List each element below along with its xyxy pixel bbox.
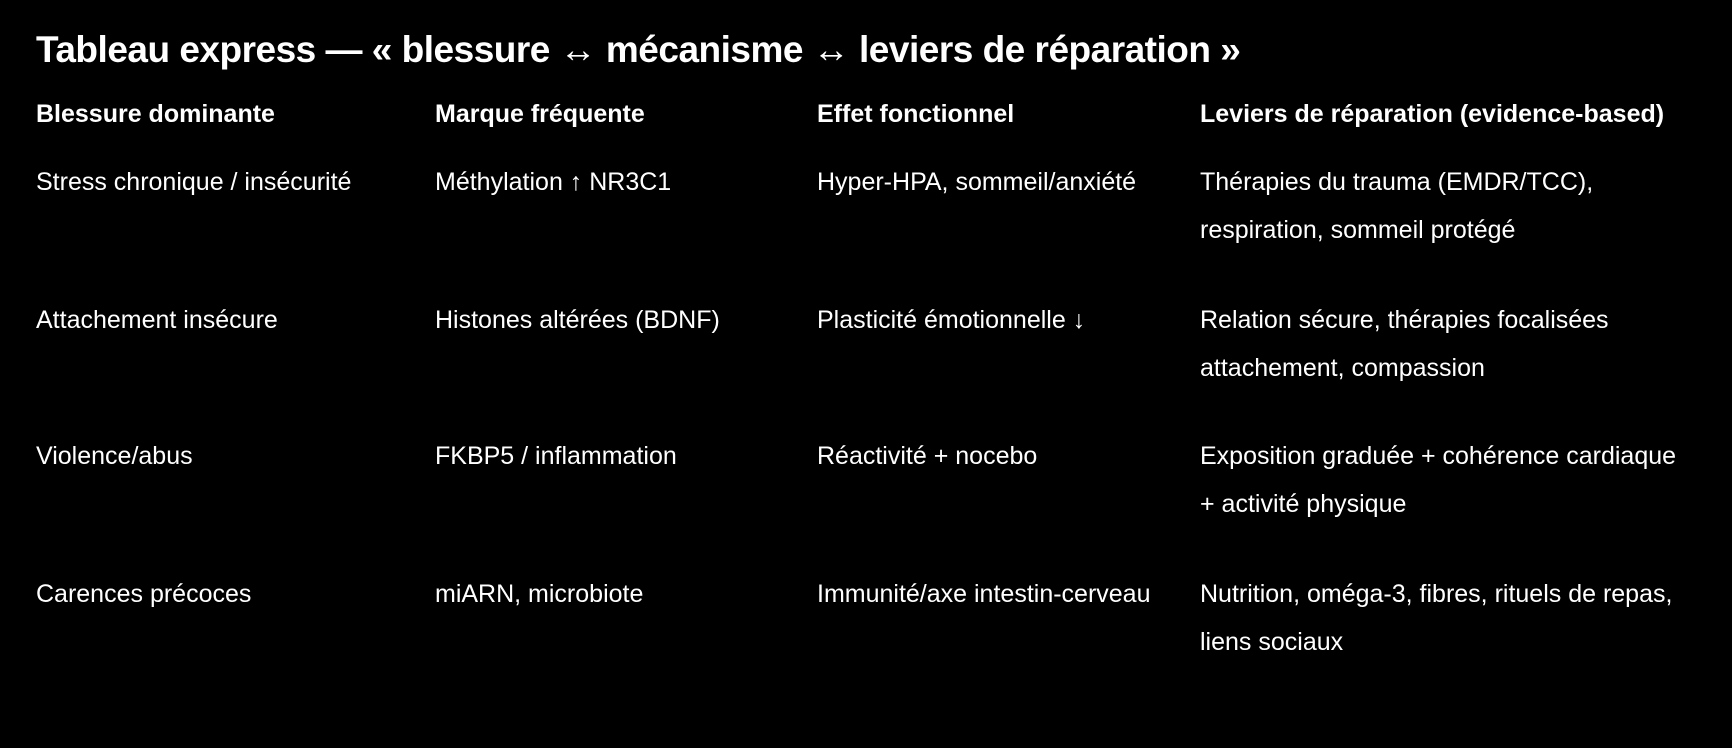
column-header-blessure: Blessure dominante — [36, 100, 275, 128]
cell-blessure: Carences précoces — [36, 580, 252, 608]
column-header-effet: Effet fonctionnel — [817, 100, 1015, 128]
table-row — [36, 294, 1696, 430]
cell-effet: Hyper-HPA, sommeil/anxiété — [817, 168, 1137, 196]
cell-marque: Méthylation ↑ NR3C1 — [435, 168, 672, 196]
cell-leviers: Nutrition, oméga-3, fibres, rituels de repas, liens sociaux — [1200, 580, 1673, 656]
cell-effet: Réactivité + nocebo — [817, 442, 1038, 470]
cell-blessure: Stress chronique / insécurité — [36, 168, 352, 196]
cell-leviers: Exposition graduée + cohérence cardiaque + activité physique — [1200, 442, 1677, 518]
table-row — [36, 568, 1696, 706]
column-header-leviers: Leviers de réparation (evidence-based) — [1200, 100, 1665, 128]
page-title: Tableau express — « blessure ↔ mécanisme ↔ leviers de réparation » — [36, 29, 1241, 70]
cell-blessure: Violence/abus — [36, 442, 193, 470]
cell-blessure: Attachement insécure — [36, 306, 278, 334]
cell-marque: miARN, microbiote — [435, 580, 644, 608]
table-header-row — [36, 94, 1696, 156]
table-row — [36, 430, 1696, 568]
cell-marque: Histones altérées (BDNF) — [435, 306, 720, 334]
cell-marque: FKBP5 / inflammation — [435, 442, 677, 470]
cell-leviers: Thérapies du trauma (EMDR/TCC), respiration, sommeil protégé — [1200, 168, 1594, 244]
table-row — [36, 156, 1696, 294]
cell-leviers: Relation sécure, thérapies focalisées attachement, compassion — [1200, 306, 1609, 382]
column-header-marque: Marque fréquente — [435, 100, 645, 128]
cell-effet: Plasticité émotionnelle ↓ — [817, 306, 1086, 334]
cell-effet: Immunité/axe intestin-cerveau — [817, 580, 1151, 608]
summary-table — [36, 94, 1696, 706]
